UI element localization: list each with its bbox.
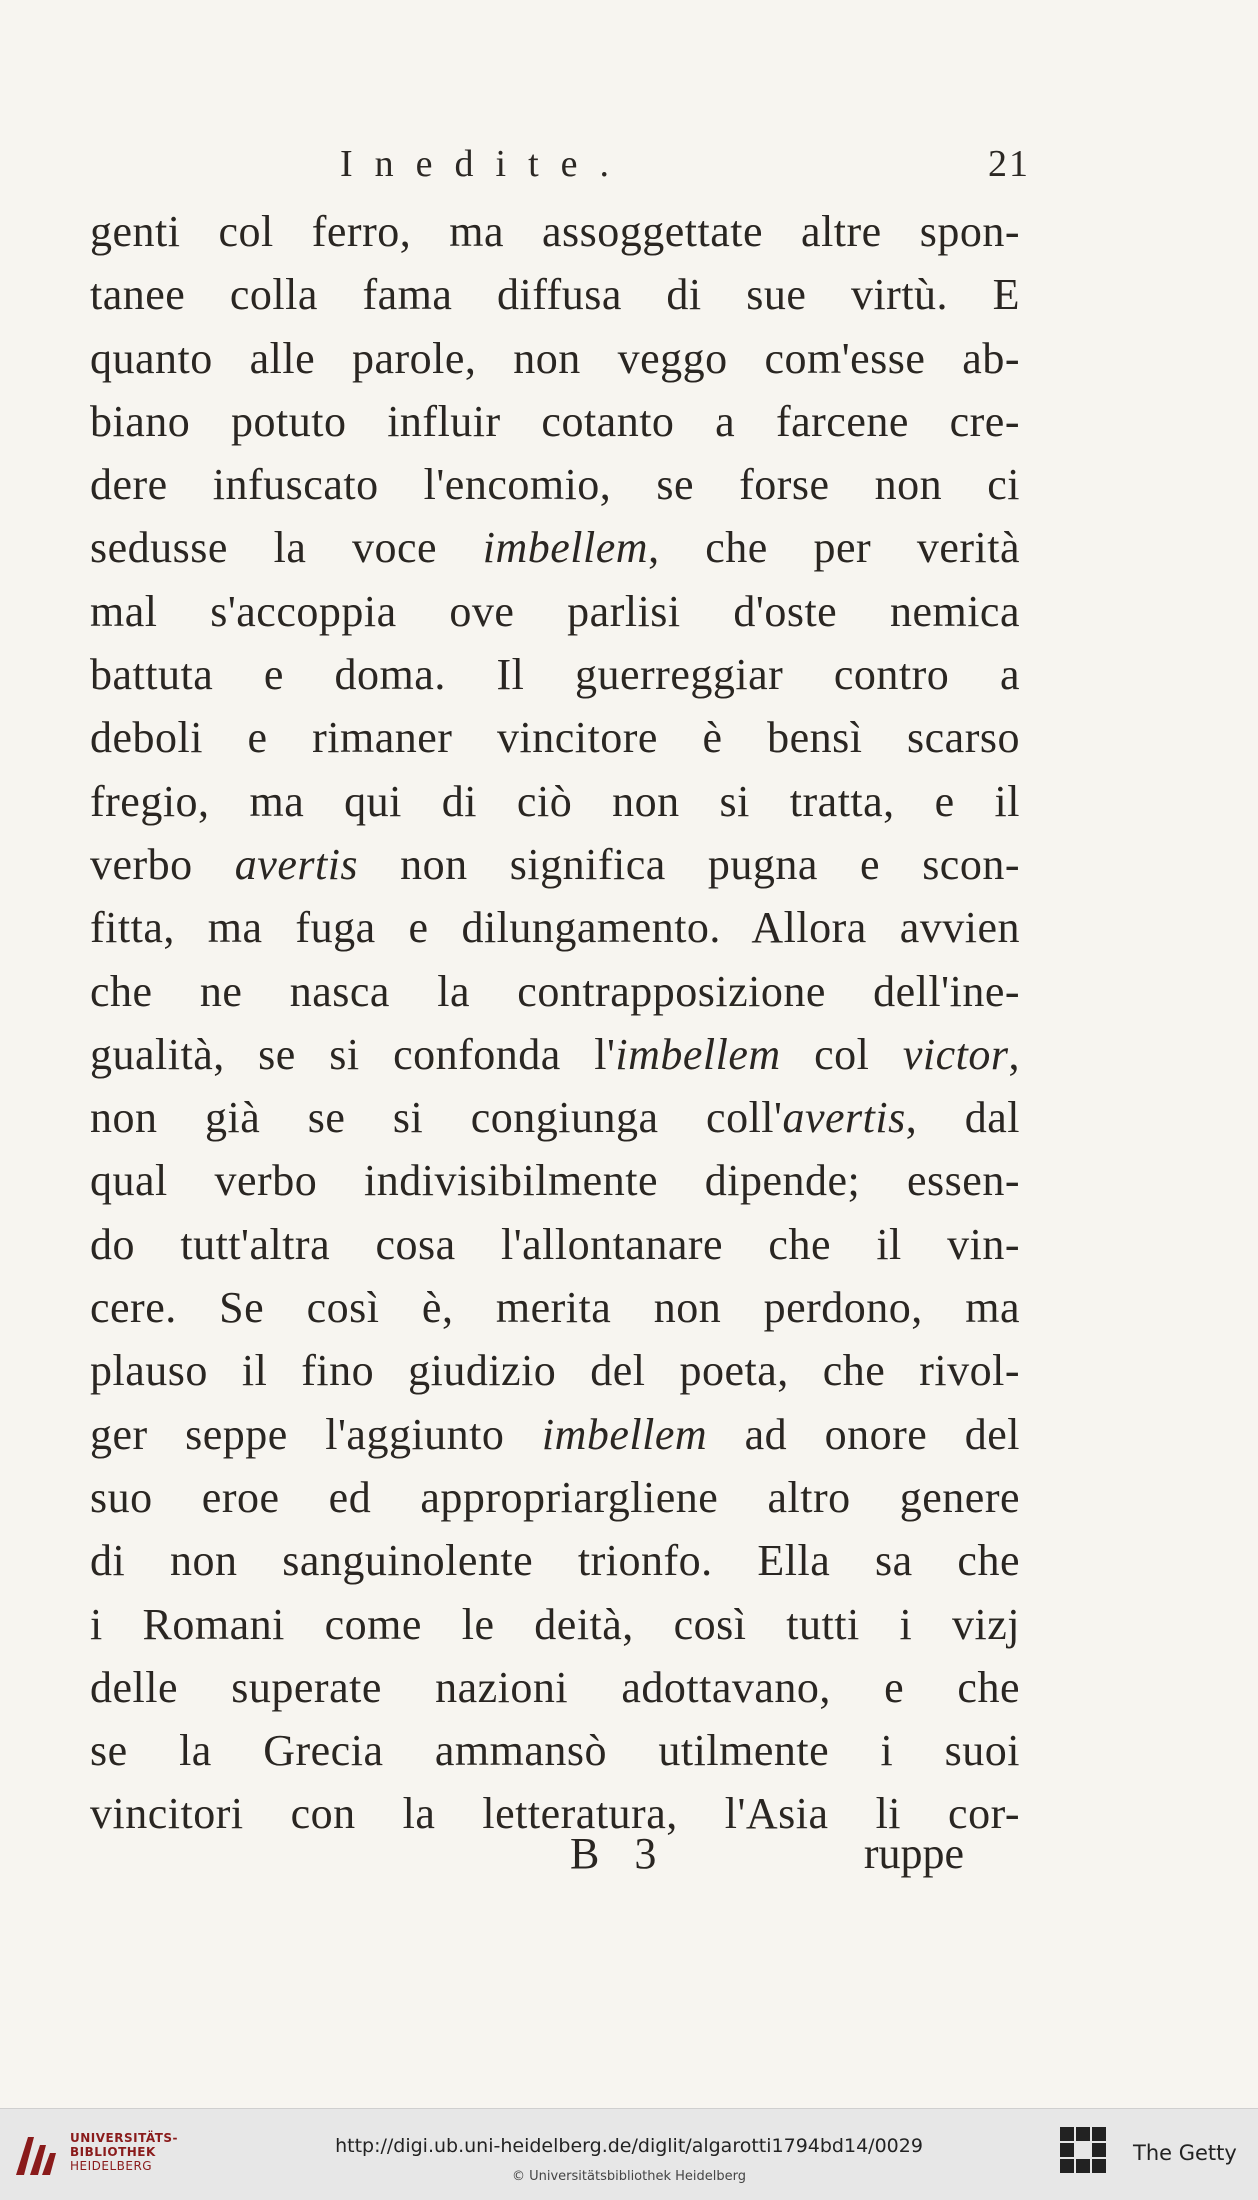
text-run: fregio, ma qui di ciò non si tratta, e il (90, 776, 1020, 826)
text-line (90, 1023, 1020, 1086)
text-line (90, 390, 1020, 453)
text-line (90, 453, 1020, 516)
library-name-line2: BIBLIOTHEK (70, 2145, 156, 2159)
text-run: verbo (90, 839, 235, 889)
text-run: cere. Se così è, merita non perdono, ma (90, 1283, 1020, 1333)
text-run: , che per verità (648, 523, 1020, 573)
italic-word: imbellem (615, 1029, 781, 1079)
italic-word: avertis (234, 839, 359, 889)
text-run: ad onore del (707, 1409, 1021, 1459)
text-line (90, 580, 1020, 643)
text-run: ger seppe l'aggiunto (90, 1409, 542, 1459)
text-line (90, 516, 1020, 579)
text-run: do tutt'altra cosa l'allontanare che il vin- (90, 1219, 1020, 1269)
text-run: fitta, ma fuga e dilungamento. Allora avvien (90, 903, 1020, 953)
permalink-url[interactable]: http://digi.ub.uni-heidelberg.de/diglit/algarotti1794bd14/0029 (335, 2135, 923, 2157)
catchword: ruppe (863, 1829, 964, 1878)
text-run: se la Grecia ammansò utilmente i suoi (90, 1726, 1020, 1776)
getty-logo-icon[interactable] (1058, 2125, 1108, 2185)
italic-word: victor (902, 1029, 1009, 1079)
text-run: deboli e rimaner vincitore è bensì scarso (90, 713, 1020, 763)
text-line (90, 1213, 1020, 1276)
text-line (90, 1403, 1020, 1466)
text-run: plauso il fino giudizio del poeta, che rivol- (90, 1346, 1020, 1396)
text-line (90, 643, 1020, 706)
viewer-footer-bar (0, 2108, 1258, 2200)
text-run: battuta e doma. Il guerreggiar contro a (90, 650, 1020, 700)
text-run: tanee colla fama diffusa di sue virtù. E (90, 270, 1020, 320)
text-run: col (780, 1029, 903, 1079)
text-run: gualità, se si confonda l' (90, 1029, 616, 1079)
running-head-title: Inedite. (340, 143, 632, 185)
text-line (90, 200, 1020, 263)
text-run: di non sanguinolente trionfo. Ella sa che (90, 1536, 1020, 1586)
text-run: dere infuscato l'encomio, se forse non ci (90, 460, 1020, 510)
library-name-line1: UNIVERSITÄTS- (70, 2131, 179, 2145)
copyright-notice: © Universitätsbibliothek Heidelberg (511, 2169, 746, 2184)
text-line (90, 770, 1020, 833)
text-run: qual verbo indivisibilmente dipende; essen- (90, 1156, 1020, 1206)
running-head (340, 142, 1030, 188)
text-run: sedusse la voce (90, 523, 483, 573)
text-run: i Romani come le deità, così tutti i vizj (90, 1599, 1020, 1649)
text-line (90, 833, 1020, 896)
text-line (90, 1149, 1020, 1212)
text-run: , (1008, 1029, 1020, 1079)
text-run: vincitori con la letteratura, l'Asia li cor- (90, 1789, 1020, 1839)
text-line (90, 327, 1020, 390)
text-run: biano potuto influir cotanto a farcene cre- (90, 396, 1020, 446)
text-line (90, 1466, 1020, 1529)
text-line (90, 1656, 1020, 1719)
text-run: non significa pugna e scon- (358, 839, 1020, 889)
text-run: genti col ferro, ma assoggettate altre spon- (90, 207, 1020, 256)
text-line (90, 1529, 1020, 1592)
library-name-line3: HEIDELBERG (70, 2159, 153, 2173)
partner-name: The Getty (1133, 2141, 1237, 2165)
text-line (90, 896, 1020, 959)
signature-mark: B 3 (570, 1829, 669, 1878)
text-run: non già se si congiunga coll' (90, 1093, 783, 1143)
italic-word: imbellem (541, 1409, 708, 1459)
italic-word: avertis (782, 1093, 906, 1143)
text-run: quanto alle parole, non veggo com'esse ab- (90, 333, 1020, 383)
text-line (90, 1276, 1020, 1339)
text-run: che ne nasca la contrapposizione dell'ine- (90, 966, 1020, 1016)
italic-word: imbellem (482, 523, 649, 573)
text-line (90, 1086, 1020, 1149)
text-run: suo eroe ed appropriargliene altro genere (90, 1472, 1020, 1522)
body-text (90, 200, 1020, 1846)
page-number: 21 (988, 143, 1030, 185)
text-line (90, 706, 1020, 769)
page-foot (90, 1828, 1020, 1888)
text-line (90, 960, 1020, 1023)
text-line (90, 1339, 1020, 1402)
text-line (90, 1593, 1020, 1656)
text-line (90, 263, 1020, 326)
text-run: mal s'accoppia ove parlisi d'oste nemica (90, 586, 1020, 636)
text-line (90, 1719, 1020, 1782)
text-run: , dal (905, 1093, 1020, 1143)
text-run: delle superate nazioni adottavano, e che (90, 1662, 1020, 1712)
